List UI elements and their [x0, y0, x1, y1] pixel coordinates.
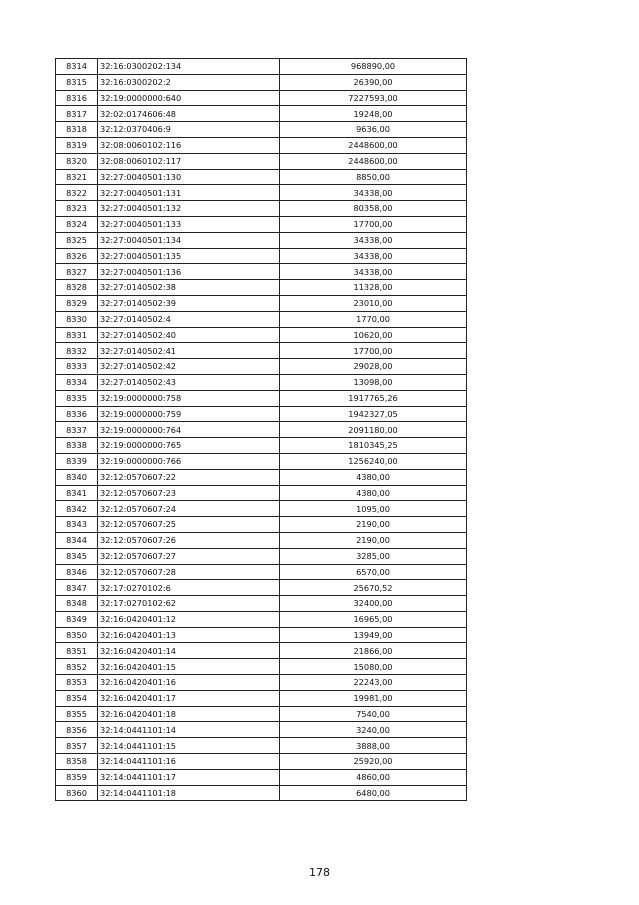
- cadastral-number-cell: 32:27:0140502:42: [98, 359, 280, 375]
- row-number-cell: 8359: [56, 769, 98, 785]
- cadastral-value-cell: 22243,00: [280, 675, 467, 691]
- cadastral-number-cell: 32:02:0174606:48: [98, 106, 280, 122]
- row-number-cell: 8352: [56, 659, 98, 675]
- row-number-cell: 8342: [56, 501, 98, 517]
- row-number-cell: 8323: [56, 201, 98, 217]
- row-number-cell: 8336: [56, 406, 98, 422]
- table-row: [56, 280, 467, 296]
- cadastral-number-cell: 32:12:0570607:24: [98, 501, 280, 517]
- table-row: [56, 343, 467, 359]
- row-number-cell: 8333: [56, 359, 98, 375]
- cadastral-value-cell: 1095,00: [280, 501, 467, 517]
- table-row: [56, 501, 467, 517]
- row-number-cell: 8343: [56, 517, 98, 533]
- cadastral-number-cell: 32:12:0370406:9: [98, 122, 280, 138]
- cadastral-value-cell: 15080,00: [280, 659, 467, 675]
- row-number-cell: 8321: [56, 169, 98, 185]
- table-row: [56, 169, 467, 185]
- row-number-cell: 8330: [56, 311, 98, 327]
- table-row: [56, 580, 467, 596]
- cadastral-value-cell: 19248,00: [280, 106, 467, 122]
- table-row: [56, 643, 467, 659]
- cadastral-value-cell: 1770,00: [280, 311, 467, 327]
- table-body: [56, 59, 467, 801]
- cadastral-value-cell: 9636,00: [280, 122, 467, 138]
- cadastral-number-cell: 32:27:0140502:4: [98, 311, 280, 327]
- table-row: [56, 90, 467, 106]
- table-row: [56, 327, 467, 343]
- cadastral-value-cell: 26390,00: [280, 74, 467, 90]
- table-row: [56, 675, 467, 691]
- table-row: [56, 59, 467, 75]
- table-row: [56, 548, 467, 564]
- cadastral-value-cell: 34338,00: [280, 264, 467, 280]
- cadastral-number-cell: 32:14:0441101:18: [98, 785, 280, 801]
- cadastral-value-cell: 2190,00: [280, 532, 467, 548]
- cadastral-number-cell: 32:16:0420401:17: [98, 690, 280, 706]
- row-number-cell: 8355: [56, 706, 98, 722]
- cadastral-number-cell: 32:12:0570607:25: [98, 517, 280, 533]
- table-row: [56, 485, 467, 501]
- cadastral-value-cell: 1810345,25: [280, 438, 467, 454]
- table-row: [56, 722, 467, 738]
- table-row: [56, 564, 467, 580]
- row-number-cell: 8349: [56, 611, 98, 627]
- cadastral-value-cell: 4380,00: [280, 469, 467, 485]
- cadastral-number-cell: 32:16:0420401:13: [98, 627, 280, 643]
- row-number-cell: 8324: [56, 216, 98, 232]
- cadastral-value-cell: 4860,00: [280, 769, 467, 785]
- row-number-cell: 8328: [56, 280, 98, 296]
- row-number-cell: 8350: [56, 627, 98, 643]
- row-number-cell: 8351: [56, 643, 98, 659]
- cadastral-number-cell: 32:27:0040501:130: [98, 169, 280, 185]
- cadastral-value-cell: 16965,00: [280, 611, 467, 627]
- cadastral-number-cell: 32:19:0000000:759: [98, 406, 280, 422]
- cadastral-number-cell: 32:27:0040501:135: [98, 248, 280, 264]
- row-number-cell: 8332: [56, 343, 98, 359]
- cadastral-value-cell: 13949,00: [280, 627, 467, 643]
- cadastral-value-cell: 2091180,00: [280, 422, 467, 438]
- cadastral-number-cell: 32:16:0420401:12: [98, 611, 280, 627]
- table-row: [56, 201, 467, 217]
- table-row: [56, 153, 467, 169]
- cadastral-number-cell: 32:12:0570607:27: [98, 548, 280, 564]
- table-row: [56, 769, 467, 785]
- table-row: [56, 690, 467, 706]
- table-row: [56, 438, 467, 454]
- table-row: [56, 137, 467, 153]
- cadastral-value-cell: 29028,00: [280, 359, 467, 375]
- row-number-cell: 8339: [56, 453, 98, 469]
- row-number-cell: 8353: [56, 675, 98, 691]
- cadastral-number-cell: 32:16:0420401:15: [98, 659, 280, 675]
- row-number-cell: 8326: [56, 248, 98, 264]
- cadastral-number-cell: 32:19:0000000:764: [98, 422, 280, 438]
- row-number-cell: 8318: [56, 122, 98, 138]
- table-row: [56, 359, 467, 375]
- table-row: [56, 738, 467, 754]
- cadastral-number-cell: 32:27:0040501:133: [98, 216, 280, 232]
- row-number-cell: 8319: [56, 137, 98, 153]
- table-row: [56, 406, 467, 422]
- cadastral-value-cell: 2190,00: [280, 517, 467, 533]
- row-number-cell: 8331: [56, 327, 98, 343]
- table-row: [56, 185, 467, 201]
- cadastral-number-cell: 32:27:0140502:43: [98, 374, 280, 390]
- cadastral-value-cell: 2448600,00: [280, 153, 467, 169]
- cadastral-value-cell: 25920,00: [280, 754, 467, 770]
- cadastral-value-table: [55, 58, 467, 801]
- cadastral-number-cell: 32:14:0441101:17: [98, 769, 280, 785]
- row-number-cell: 8335: [56, 390, 98, 406]
- cadastral-number-cell: 32:08:0060102:117: [98, 153, 280, 169]
- cadastral-value-cell: 6570,00: [280, 564, 467, 580]
- cadastral-number-cell: 32:14:0441101:15: [98, 738, 280, 754]
- cadastral-number-cell: 32:08:0060102:116: [98, 137, 280, 153]
- cadastral-number-cell: 32:16:0300202:134: [98, 59, 280, 75]
- table-row: [56, 74, 467, 90]
- cadastral-value-cell: 8850,00: [280, 169, 467, 185]
- cadastral-number-cell: 32:16:0300202:2: [98, 74, 280, 90]
- cadastral-value-cell: 23010,00: [280, 295, 467, 311]
- row-number-cell: 8340: [56, 469, 98, 485]
- table-row: [56, 295, 467, 311]
- row-number-cell: 8329: [56, 295, 98, 311]
- cadastral-number-cell: 32:27:0140502:39: [98, 295, 280, 311]
- cadastral-number-cell: 32:16:0420401:16: [98, 675, 280, 691]
- table-row: [56, 264, 467, 280]
- cadastral-number-cell: 32:19:0000000:758: [98, 390, 280, 406]
- cadastral-value-cell: 6480,00: [280, 785, 467, 801]
- cadastral-number-cell: 32:27:0040501:131: [98, 185, 280, 201]
- cadastral-value-cell: 32400,00: [280, 596, 467, 612]
- cadastral-number-cell: 32:12:0570607:26: [98, 532, 280, 548]
- row-number-cell: 8354: [56, 690, 98, 706]
- cadastral-number-cell: 32:27:0140502:41: [98, 343, 280, 359]
- cadastral-number-cell: 32:27:0140502:38: [98, 280, 280, 296]
- cadastral-value-cell: 34338,00: [280, 232, 467, 248]
- cadastral-number-cell: 32:19:0000000:765: [98, 438, 280, 454]
- table-row: [56, 106, 467, 122]
- cadastral-number-cell: 32:27:0140502:40: [98, 327, 280, 343]
- cadastral-value-cell: 3285,00: [280, 548, 467, 564]
- cadastral-number-cell: 32:16:0420401:14: [98, 643, 280, 659]
- cadastral-number-cell: 32:19:0000000:766: [98, 453, 280, 469]
- table-row: [56, 659, 467, 675]
- row-number-cell: 8315: [56, 74, 98, 90]
- cadastral-value-cell: 7540,00: [280, 706, 467, 722]
- table-row: [56, 232, 467, 248]
- row-number-cell: 8322: [56, 185, 98, 201]
- cadastral-value-cell: 13098,00: [280, 374, 467, 390]
- table-row: [56, 596, 467, 612]
- cadastral-value-cell: 1256240,00: [280, 453, 467, 469]
- cadastral-number-cell: 32:12:0570607:22: [98, 469, 280, 485]
- row-number-cell: 8327: [56, 264, 98, 280]
- table-row: [56, 517, 467, 533]
- table-row: [56, 469, 467, 485]
- cadastral-value-cell: 10620,00: [280, 327, 467, 343]
- cadastral-value-cell: 21866,00: [280, 643, 467, 659]
- row-number-cell: 8346: [56, 564, 98, 580]
- row-number-cell: 8341: [56, 485, 98, 501]
- row-number-cell: 8344: [56, 532, 98, 548]
- table-row: [56, 785, 467, 801]
- table-row: [56, 532, 467, 548]
- row-number-cell: 8337: [56, 422, 98, 438]
- cadastral-value-cell: 7227593,00: [280, 90, 467, 106]
- row-number-cell: 8358: [56, 754, 98, 770]
- row-number-cell: 8338: [56, 438, 98, 454]
- cadastral-value-cell: 17700,00: [280, 216, 467, 232]
- row-number-cell: 8334: [56, 374, 98, 390]
- table-row: [56, 390, 467, 406]
- cadastral-number-cell: 32:14:0441101:14: [98, 722, 280, 738]
- cadastral-number-cell: 32:16:0420401:18: [98, 706, 280, 722]
- cadastral-number-cell: 32:27:0040501:132: [98, 201, 280, 217]
- cadastral-number-cell: 32:12:0570607:28: [98, 564, 280, 580]
- cadastral-value-cell: 2448600,00: [280, 137, 467, 153]
- table-row: [56, 374, 467, 390]
- cadastral-value-cell: 3240,00: [280, 722, 467, 738]
- table-row: [56, 453, 467, 469]
- table-row: [56, 216, 467, 232]
- cadastral-value-cell: 25670,52: [280, 580, 467, 596]
- table-row: [56, 422, 467, 438]
- table-row: [56, 122, 467, 138]
- cadastral-number-cell: 32:17:0270102:6: [98, 580, 280, 596]
- row-number-cell: 8360: [56, 785, 98, 801]
- cadastral-value-cell: 17700,00: [280, 343, 467, 359]
- cadastral-number-cell: 32:14:0441101:16: [98, 754, 280, 770]
- row-number-cell: 8320: [56, 153, 98, 169]
- row-number-cell: 8345: [56, 548, 98, 564]
- row-number-cell: 8347: [56, 580, 98, 596]
- row-number-cell: 8348: [56, 596, 98, 612]
- table-row: [56, 611, 467, 627]
- cadastral-value-cell: 1942327,05: [280, 406, 467, 422]
- cadastral-value-cell: 11328,00: [280, 280, 467, 296]
- cadastral-value-cell: 1917765,26: [280, 390, 467, 406]
- table-row: [56, 248, 467, 264]
- row-number-cell: 8317: [56, 106, 98, 122]
- row-number-cell: 8357: [56, 738, 98, 754]
- table-row: [56, 627, 467, 643]
- cadastral-value-cell: 3888,00: [280, 738, 467, 754]
- cadastral-number-cell: 32:19:0000000:640: [98, 90, 280, 106]
- row-number-cell: 8356: [56, 722, 98, 738]
- row-number-cell: 8314: [56, 59, 98, 75]
- table-row: [56, 754, 467, 770]
- row-number-cell: 8325: [56, 232, 98, 248]
- table-row: [56, 311, 467, 327]
- cadastral-value-cell: 19981,00: [280, 690, 467, 706]
- cadastral-number-cell: 32:27:0040501:136: [98, 264, 280, 280]
- cadastral-value-cell: 80358,00: [280, 201, 467, 217]
- page-number: 178: [309, 866, 330, 879]
- cadastral-value-cell: 34338,00: [280, 185, 467, 201]
- table-row: [56, 706, 467, 722]
- cadastral-value-cell: 4380,00: [280, 485, 467, 501]
- row-number-cell: 8316: [56, 90, 98, 106]
- cadastral-number-cell: 32:27:0040501:134: [98, 232, 280, 248]
- cadastral-value-cell: 34338,00: [280, 248, 467, 264]
- cadastral-value-cell: 968890,00: [280, 59, 467, 75]
- cadastral-number-cell: 32:17:0270102:62: [98, 596, 280, 612]
- cadastral-number-cell: 32:12:0570607:23: [98, 485, 280, 501]
